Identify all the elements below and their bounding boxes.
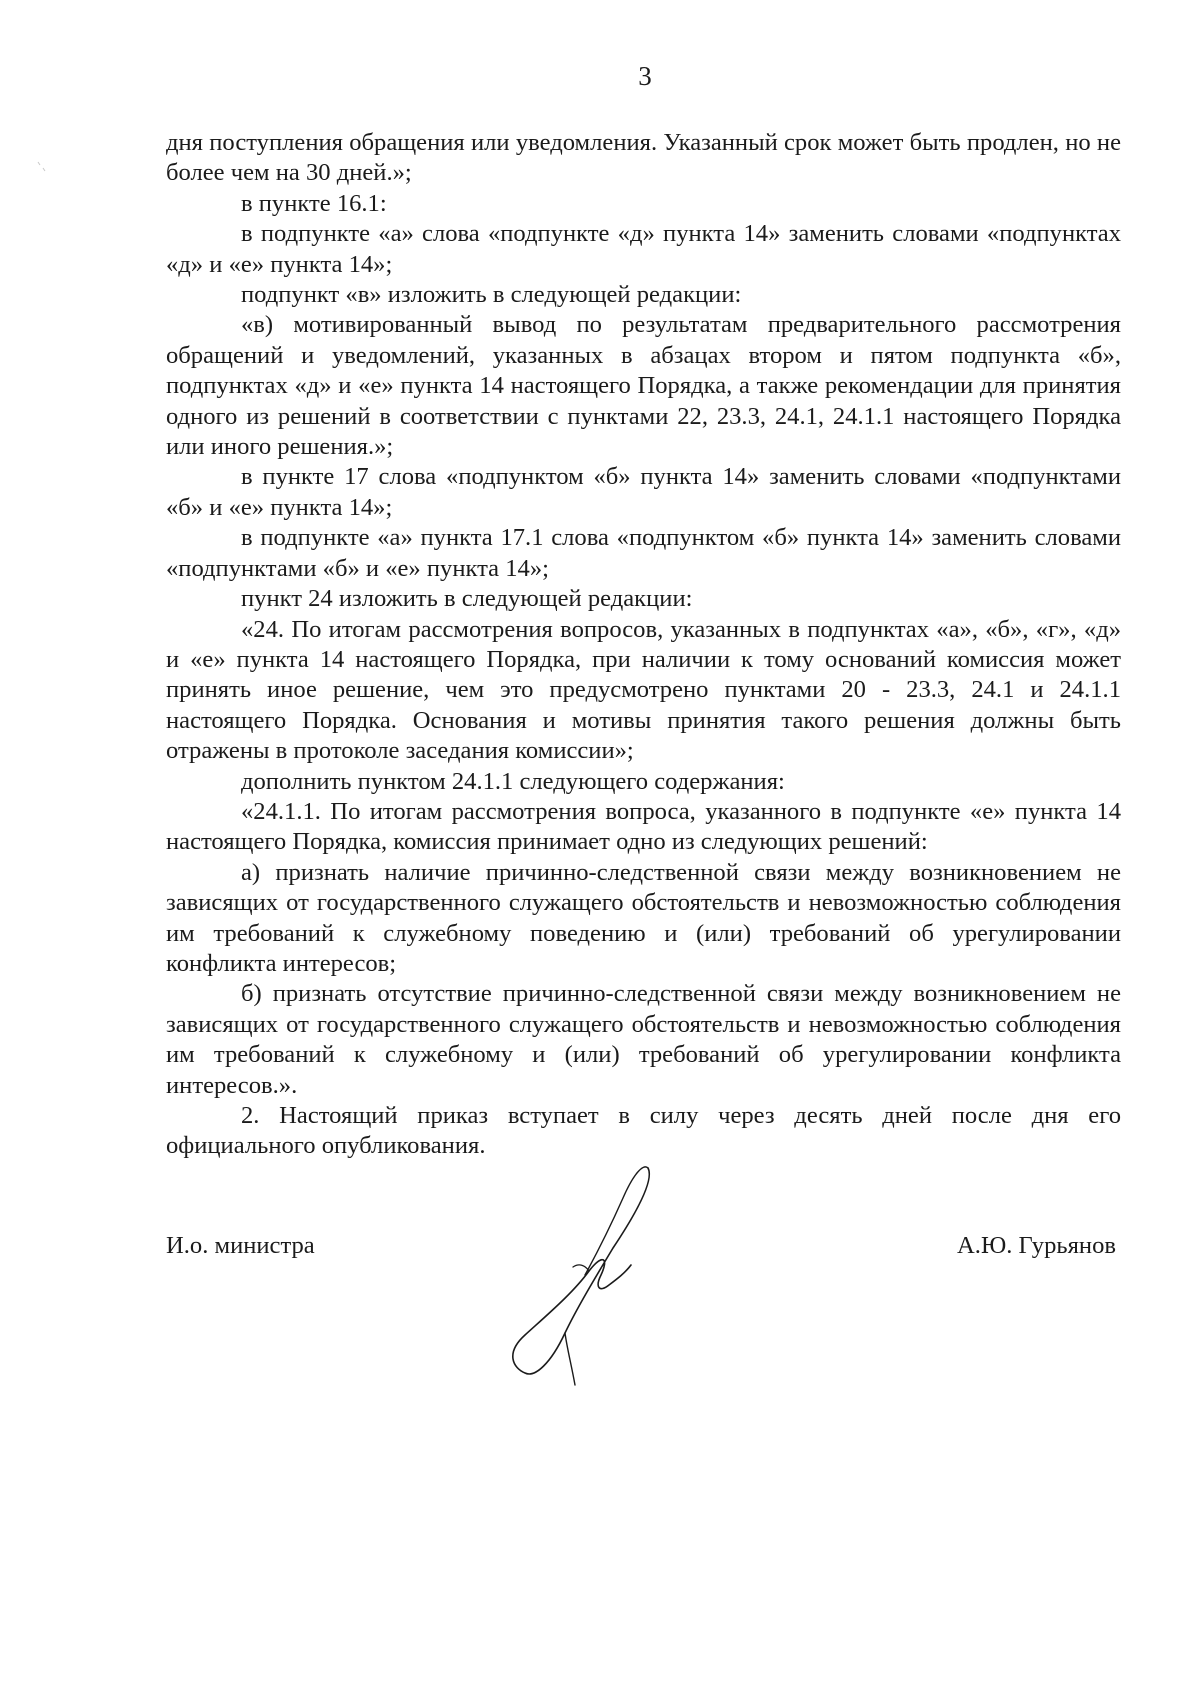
signatory-title: И.о. министра <box>166 1232 315 1259</box>
paragraph-continuation: дня поступления обращения или уведомления. Указанный срок может быть продлен, но не более чем на 30 дней.»; <box>166 129 1121 187</box>
paragraph: 2. Настоящий приказ вступает в силу через десять дней после дня его официального опубликования. <box>166 1102 1121 1160</box>
paragraph: в подпункте «а» пункта 17.1 слова «подпунктом «б» пункта 14» заменить словами «подпунктами «б» и «е» пункта 14»; <box>166 524 1121 582</box>
scan-speck-icon <box>36 160 48 174</box>
paragraph: б) признать отсутствие причинно-следственной связи между возникновением не зависящих от государственного служащего обстоятельств и невозможностью соблюдения им требований к служебному и (или) требований об урегулировании конфликта интересов.». <box>166 980 1121 1099</box>
paragraph: в подпункте «а» слова «подпункте «д» пункта 14» заменить словами «подпунктах «д» и «е» пункта 14»; <box>166 220 1121 278</box>
paragraph: «в) мотивированный вывод по результатам предварительного рассмотрения обращений и уведомлений, указанных в абзацах втором и пятом подпункта «б», подпунктах «д» и «е» пункта 14 настоящего Порядка, а также рекомендации для принятия одного из решений в соответствии с пунктами 22, 23.3, 24.1, 24.1.1 настоящего Порядка или иного решения.»; <box>166 311 1121 461</box>
paragraph: «24.1.1. По итогам рассмотрения вопроса, указанного в подпункте «е» пункта 14 настоящего Порядка, комиссия принимает одно из следующих решений: <box>166 797 1121 856</box>
paragraph: пункт 24 изложить в следующей редакции: <box>241 585 693 613</box>
paragraph: а) признать наличие причинно-следственной связи между возникновением не зависящих от государственного служащего обстоятельств и невозможностью соблюдения им требований к служебному поведению и (или) требований об урегулировании конфликта интересов; <box>166 858 1121 977</box>
handwritten-signature <box>505 1163 665 1388</box>
paragraph: подпункт «в» изложить в следующей редакции: <box>241 281 742 309</box>
paragraph: в пункте 17 слова «подпунктом «б» пункта 14» заменить словами «подпунктами «б» и «е» пункта 14»; <box>166 463 1121 521</box>
signature-block <box>166 1230 1116 1262</box>
page-number: 3 <box>638 61 652 91</box>
paragraph: в пункте 16.1: <box>241 189 387 217</box>
paragraph: дополнить пунктом 24.1.1 следующего содержания: <box>241 767 785 795</box>
signatory-name: А.Ю. Гурьянов <box>957 1232 1116 1259</box>
paragraph: «24. По итогам рассмотрения вопросов, указанных в подпунктах «а», «б», «г», «д» и «е» пункта 14 настоящего Порядка, при наличии к тому оснований комиссия может принять иное решение, чем это предусмотрено пунктами 20 - 23.3, 24.1 и 24.1.1 настоящего Порядка. Основания и мотивы принятия такого решения должны быть отражены в протоколе заседания комиссии»; <box>166 615 1121 765</box>
document-body <box>166 128 1121 1162</box>
